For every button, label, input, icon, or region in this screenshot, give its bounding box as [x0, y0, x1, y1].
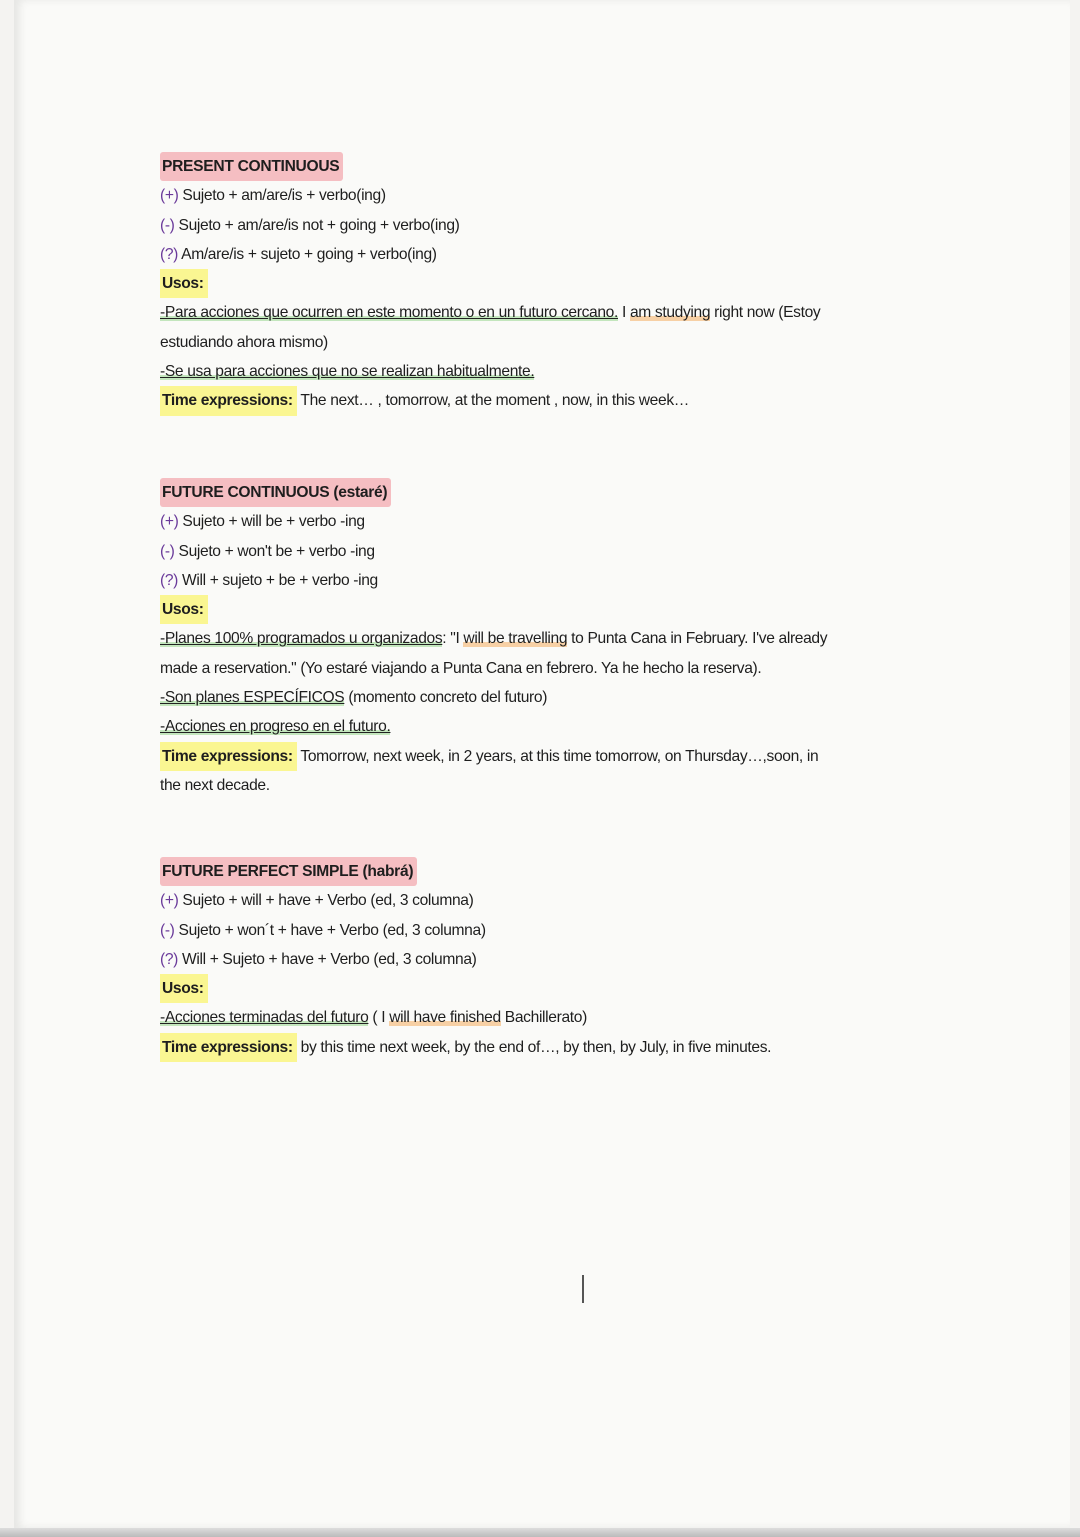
formula-text: Sujeto + won´t + have + Verbo (ed, 3 columna) [174, 921, 486, 939]
use-rule: -Se usa para acciones que no se realizan habitualmente. [160, 363, 535, 381]
use-rule: -Son planes ESPECÍFICOS [160, 689, 345, 707]
formula-line [160, 916, 940, 945]
grammar-section [160, 857, 940, 1062]
time-expressions-text: the next decade. [160, 776, 270, 794]
use-line [160, 683, 940, 712]
formula-line [160, 181, 940, 210]
use-line [160, 357, 940, 386]
formula-sign: (+) [160, 513, 179, 531]
example-highlight: will be travelling [463, 630, 568, 648]
use-text: ( I [368, 1009, 390, 1027]
use-line [160, 328, 940, 357]
use-text: : "I [442, 630, 464, 648]
usos-line [160, 595, 940, 624]
time-expressions-label: Time expressions: [160, 1033, 297, 1062]
use-line [160, 624, 940, 653]
time-expressions-line [160, 771, 940, 800]
grammar-section [160, 478, 940, 800]
use-text: (momento concreto del futuro) [344, 689, 548, 707]
formula-text: Sujeto + won't be + verbo -ing [174, 542, 375, 560]
time-expressions-text: Tomorrow, next week, in 2 years, at this time tomorrow, on Thursday…,soon, in [296, 747, 819, 765]
formula-text: Will + sujeto + be + verbo -ing [178, 571, 378, 589]
use-rule: -Para acciones que ocurren en este momento o en un futuro cercano. [160, 304, 618, 322]
formula-sign: (?) [160, 950, 179, 968]
time-expressions-line [160, 742, 940, 771]
formula-text: Will + Sujeto + have + Verbo (ed, 3 columna) [178, 950, 477, 968]
formula-line [160, 886, 940, 915]
formula-sign: (+) [160, 892, 179, 910]
formula-line [160, 537, 940, 566]
pen-mark [582, 1275, 584, 1303]
use-line [160, 298, 940, 327]
use-rule: -Acciones en progreso en el futuro. [160, 718, 391, 736]
formula-line [160, 507, 940, 536]
time-expressions-line [160, 386, 940, 415]
formula-text: Sujeto + will be + verbo -ing [178, 513, 365, 531]
use-rule: -Acciones terminadas del futuro [160, 1009, 369, 1027]
use-text: Bachillerato) [500, 1009, 587, 1027]
formula-sign: (+) [160, 187, 179, 205]
time-expressions-label: Time expressions: [160, 386, 297, 415]
formula-sign: (-) [160, 542, 175, 560]
formula-text: Sujeto + will + have + Verbo (ed, 3 columna) [178, 892, 474, 910]
usos-label: Usos: [160, 595, 208, 624]
section-title: FUTURE CONTINUOUS (estaré) [160, 478, 391, 507]
time-expressions-label: Time expressions: [160, 742, 297, 771]
formula-line [160, 945, 940, 974]
formula-sign: (-) [160, 216, 175, 234]
formula-line [160, 240, 940, 269]
formula-text: Am/are/is + sujeto + going + verbo(ing) [178, 245, 437, 263]
usos-label: Usos: [160, 974, 208, 1003]
usos-line [160, 974, 940, 1003]
formula-sign: (?) [160, 245, 179, 263]
time-expressions-text: by this time next week, by the end of…, by then, by July, in five minutes. [296, 1038, 772, 1056]
formula-text: Sujeto + am/are/is not + going + verbo(ing) [174, 216, 460, 234]
formula-text: Sujeto + am/are/is + verbo(ing) [178, 187, 386, 205]
formula-sign: (-) [160, 921, 175, 939]
example-highlight: am studying [629, 304, 711, 322]
page-edge [0, 1528, 1080, 1537]
time-expressions-text: The next… , tomorrow, at the moment , now, in this week… [296, 392, 690, 410]
use-text: made a reservation." (Yo estaré viajando a Punta Cana en febrero. Ya he hecho la reserva). [160, 659, 762, 677]
use-line [160, 654, 940, 683]
formula-sign: (?) [160, 571, 179, 589]
section-title-line [160, 152, 940, 181]
section-title: FUTURE PERFECT SIMPLE (habrá) [160, 857, 417, 886]
example-highlight: will have finished [389, 1009, 501, 1027]
section-title-line [160, 478, 940, 507]
time-expressions-line [160, 1033, 940, 1062]
usos-line [160, 269, 940, 298]
use-rule: -Planes 100% programados u organizados [160, 630, 443, 648]
grammar-section [160, 152, 940, 416]
use-text: I [618, 304, 630, 322]
formula-line [160, 566, 940, 595]
section-title: PRESENT CONTINUOUS [160, 152, 343, 181]
use-text: right now (Estoy [710, 304, 821, 322]
use-text: to Punta Cana in February. I've already [567, 630, 828, 648]
use-line [160, 1003, 940, 1032]
use-line [160, 712, 940, 741]
usos-label: Usos: [160, 269, 208, 298]
section-title-line [160, 857, 940, 886]
use-text: estudiando ahora mismo) [160, 333, 328, 351]
formula-line [160, 211, 940, 240]
